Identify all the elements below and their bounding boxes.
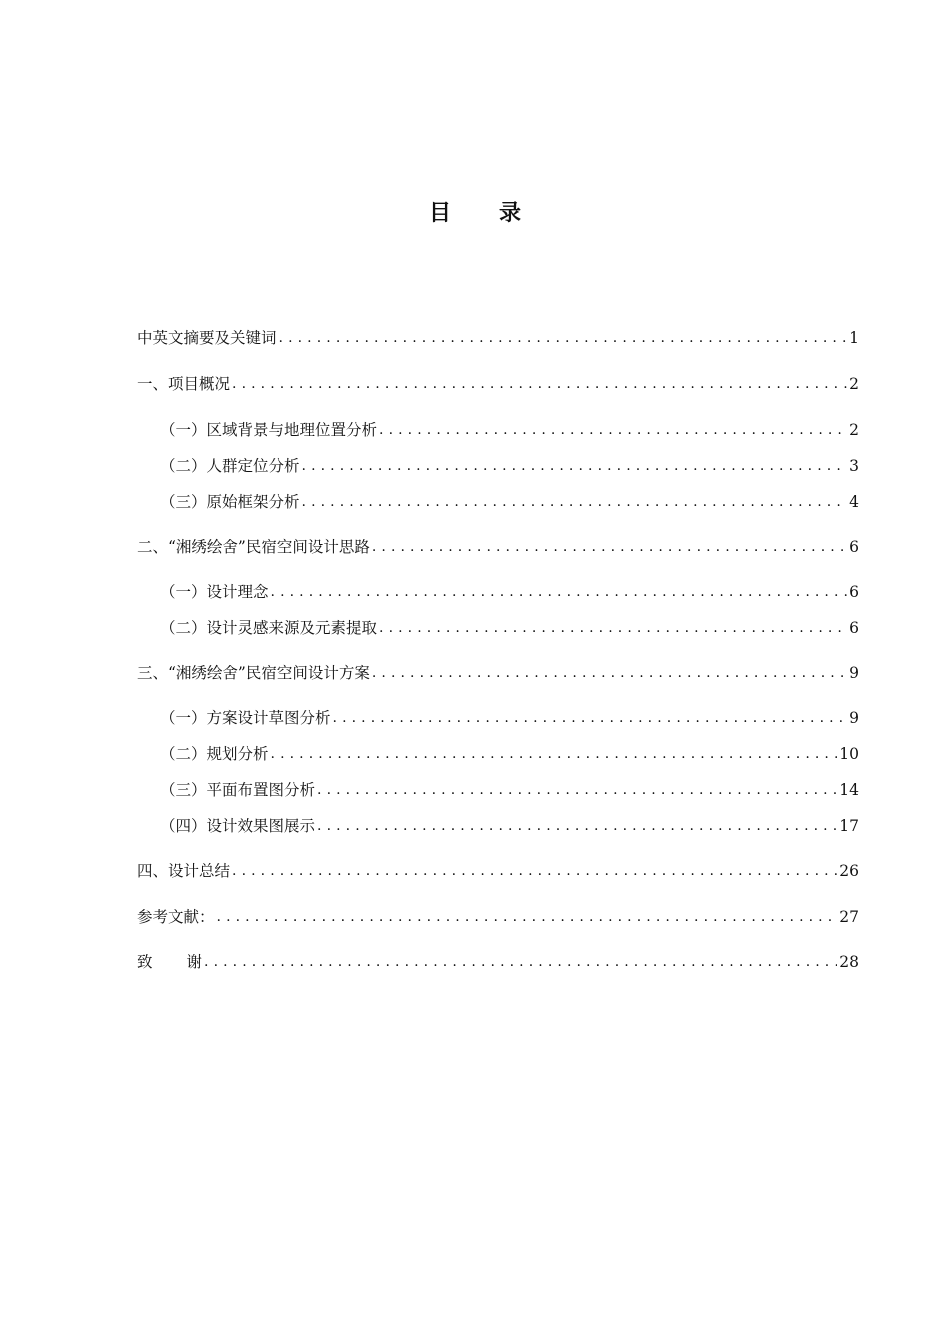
toc-entry-page: 14: [839, 781, 859, 799]
toc-entry-page: 27: [839, 908, 859, 926]
toc-entry-label: [137, 951, 202, 973]
toc-entry-page: 6: [849, 538, 859, 556]
dot-leader: [372, 662, 847, 684]
dot-leader: [302, 455, 848, 477]
toc-entry-page: 26: [839, 862, 859, 880]
dot-leader: [379, 617, 847, 639]
toc-entry-label: 四、设计总结: [137, 862, 231, 880]
toc-entry-label: （一）设计理念: [160, 583, 269, 601]
toc-entry-page: 6: [849, 619, 859, 637]
dot-leader: [302, 491, 848, 513]
toc-entry-page: 6: [849, 583, 859, 601]
toc-entry-section-2-2[interactable]: [160, 617, 859, 639]
toc-entry-label: （三）平面布置图分析: [160, 781, 316, 799]
toc-entry-page: 28: [839, 953, 859, 971]
title-char-1: 目: [428, 201, 451, 226]
toc-entry-section-2[interactable]: [137, 536, 859, 558]
toc-entry-label: （二）设计灵感来源及元素提取: [160, 619, 378, 637]
dot-leader: [372, 536, 847, 558]
dot-leader: [232, 373, 847, 395]
toc-entry-label: 三、“湘绣绘舍”民宿空间设计方案: [137, 664, 370, 682]
dot-leader: [271, 581, 848, 603]
toc-entry-section-3[interactable]: [137, 662, 859, 684]
toc-entry-label: 一、项目概况: [137, 375, 231, 393]
dot-leader: [379, 419, 847, 441]
toc-entry-section-1-2[interactable]: [160, 455, 859, 477]
toc-entry-section-3-1[interactable]: [160, 707, 859, 729]
title-char-2: 录: [499, 201, 522, 226]
toc-entry-label: （二）人群定位分析: [160, 457, 300, 475]
toc-entry-references[interactable]: [137, 906, 859, 928]
toc-entry-page: 3: [849, 457, 859, 475]
toc-entry-section-1[interactable]: [137, 373, 859, 395]
toc-entry-page: 2: [849, 421, 859, 439]
toc-entry-section-3-2[interactable]: [160, 743, 859, 765]
toc-entry-section-3-3[interactable]: [160, 779, 859, 801]
toc-entry-acknowledgements[interactable]: [137, 951, 859, 973]
toc-entry-label: （一）方案设计草图分析: [160, 709, 331, 727]
toc-entry-abstract[interactable]: [137, 327, 859, 349]
dot-leader: [317, 779, 837, 801]
dot-leader: [204, 951, 837, 973]
toc-entry-label-part-1: 致: [137, 953, 153, 971]
toc-entry-page: 2: [849, 375, 859, 393]
toc-entry-label: （三）原始框架分析: [160, 493, 300, 511]
toc-entry-label: 二、“湘绣绘舍”民宿空间设计思路: [137, 538, 370, 556]
dot-leader: [232, 860, 837, 882]
toc-entry-page: 9: [849, 664, 859, 682]
toc-entry-label: （二）规划分析: [160, 745, 269, 763]
dot-leader: [279, 327, 848, 349]
toc-entry-label: （一）区域背景与地理位置分析: [160, 421, 378, 439]
toc-entry-page: 10: [839, 745, 859, 763]
toc-entry-page: 1: [849, 329, 859, 347]
toc-entry-label: 中英文摘要及关键词: [137, 329, 277, 347]
toc-entry-section-2-1[interactable]: [160, 581, 859, 603]
dot-leader: [271, 743, 838, 765]
dot-leader: [317, 815, 837, 837]
toc-entry-section-4[interactable]: [137, 860, 859, 882]
toc-entry-page: 9: [849, 709, 859, 727]
toc-entry-page: 4: [849, 493, 859, 511]
dot-leader: [333, 707, 848, 729]
toc-entry-page: 17: [839, 817, 859, 835]
toc-entry-section-1-3[interactable]: [160, 491, 859, 513]
toc-entry-label-part-2: 谢: [186, 953, 203, 971]
toc-entry-section-1-1[interactable]: [160, 419, 859, 441]
toc-entry-label: 参考文献：: [137, 908, 215, 926]
table-of-contents: [137, 0, 859, 1000]
dot-leader: [217, 906, 838, 928]
toc-entry-label: （四）设计效果图展示: [160, 817, 316, 835]
toc-entry-section-3-4[interactable]: [160, 815, 859, 837]
